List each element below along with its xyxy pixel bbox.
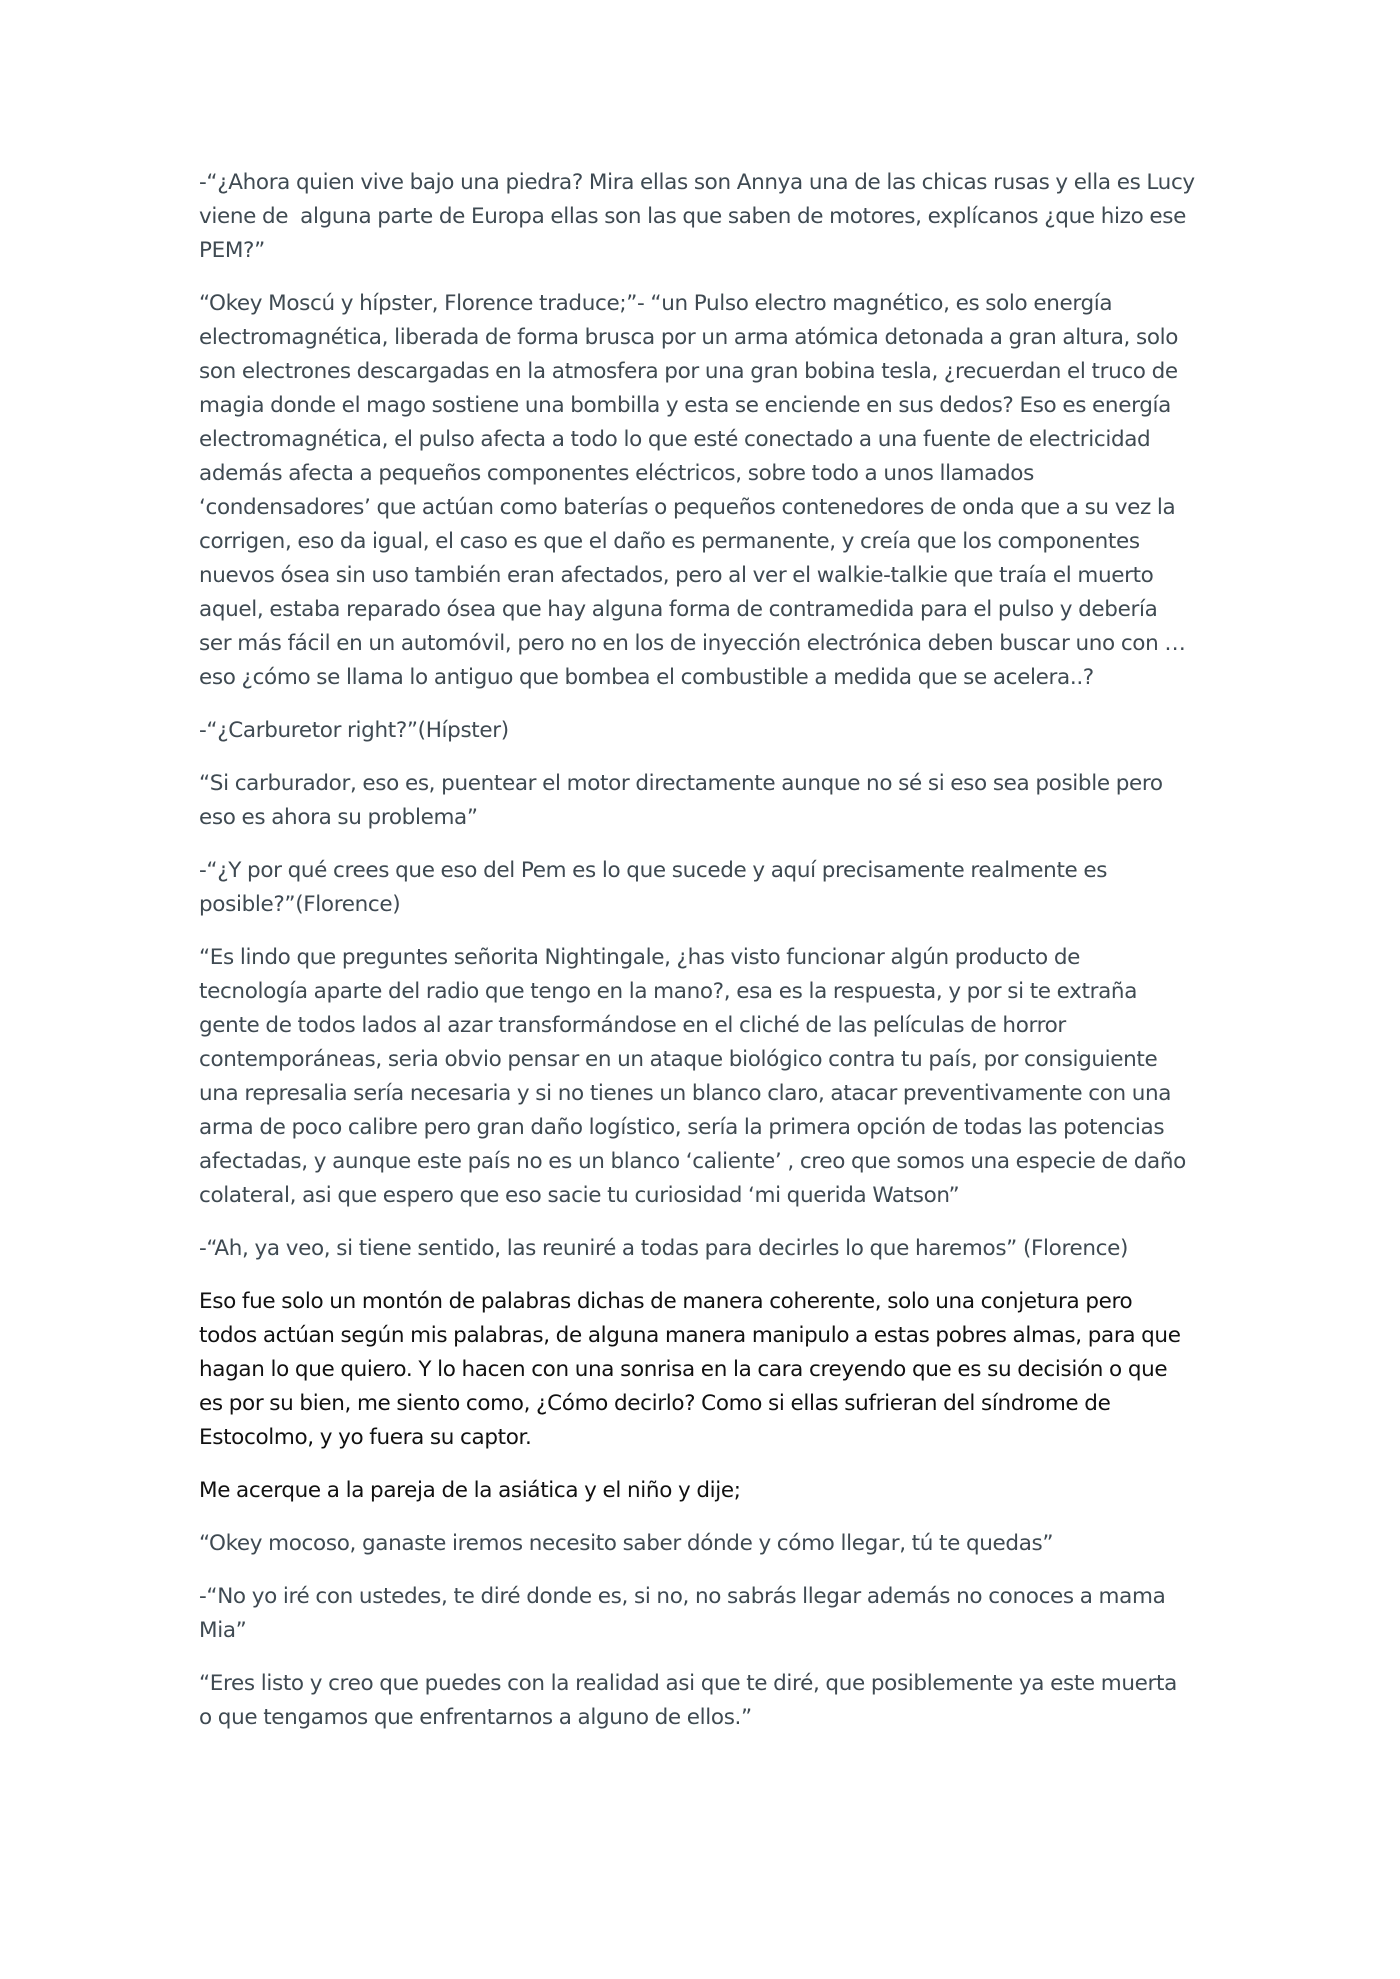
dialogue-paragraph: -“¿Ahora quien vive bajo una piedra? Mira ellas son Annya una de las chicas rusas y ella es Lucy viene de alguna parte de Europa ellas son las que saben de motores, explícanos ¿que hizo ese PEM?”: [199, 170, 1195, 263]
dialogue-paragraph: -“No yo iré con ustedes, te diré donde es, si no, no sabrás llegar además no conoces a mama Mia”: [199, 1584, 1166, 1643]
dialogue-paragraph: “Okey mocoso, ganaste iremos necesito saber dónde y cómo llegar, tú te quedas”: [199, 1531, 1054, 1556]
dialogue-paragraph: “Eres listo y creo que puedes con la realidad asi que te diré, que posiblemente ya este muerta o que tengamos que enfrentarnos a alguno de ellos.”: [199, 1671, 1177, 1730]
dialogue-paragraph: -“Ah, ya veo, si tiene sentido, las reuniré a todas para decirles lo que haremos” (Florence): [199, 1236, 1128, 1261]
dialogue-paragraph: “Es lindo que preguntes señorita Nightingale, ¿has visto funcionar algún producto de tecnología aparte del radio que tengo en la mano?, esa es la respuesta, y por si te extraña gente de todos lados al azar transformándose en el cliché de las películas de horror contemporáneas, seria obvio pensar en un ataque biológico contra tu país, por consiguiente una represalia sería necesaria y si no tienes un blanco claro, atacar preventivamente con una arma de poco calibre pero gran daño logístico, sería la primera opción de todas las potencias afectadas, y aunque este país no es un blanco ‘caliente’ , creo que somos una especie de daño colateral, asi que espero que eso sacie tu curiosidad ‘mi querida Watson”: [199, 945, 1186, 1208]
narration-paragraph: Me acerque a la pareja de la asiática y el niño y dije;: [199, 1478, 741, 1503]
dialogue-paragraph: -“¿Y por qué crees que eso del Pem es lo que sucede y aquí precisamente realmente es posible?”(Florence): [199, 858, 1108, 917]
dialogue-paragraph: “Okey Moscú y hípster, Florence traduce;”- “un Pulso electro magnético, es solo energía electromagnética, liberada de forma brusca por un arma atómica detonada a gran altura, solo son electrones descargadas en la atmosfera por una gran bobina tesla, ¿recuerdan el truco de magia donde el mago sostiene una bombilla y esta se enciende en sus dedos? Eso es energía electromagnética, el pulso afecta a todo lo que esté conectado a una fuente de electricidad además afecta a pequeños componentes eléctricos, sobre todo a unos llamados ‘condensadores’ que actúan como baterías o pequeños contenedores de onda que a su vez la corrigen, eso da igual, el caso es que el daño es permanente, y creía que los componentes nuevos ósea sin uso también eran afectados, pero al ver el walkie-talkie que traía el muerto aquel, estaba reparado ósea que hay alguna forma de contramedida para el pulso y debería ser más fácil en un automóvil, pero no en los de inyección electrónica deben buscar uno con … eso ¿cómo se llama lo antiguo que bombea el combustible a medida que se acelera..?: [199, 291, 1186, 690]
dialogue-paragraph: -“¿Carburetor right?”(Hípster): [199, 718, 509, 743]
dialogue-paragraph: “Si carburador, eso es, puentear el motor directamente aunque no sé si eso sea posible pero eso es ahora su problema”: [199, 771, 1163, 830]
narration-paragraph: Eso fue solo un montón de palabras dichas de manera coherente, solo una conjetura pero todos actúan según mis palabras, de alguna manera manipulo a estas pobres almas, para que hagan lo que quiero. Y lo hacen con una sonrisa en la cara creyendo que es su decisión o que es por su bien, me siento como, ¿Cómo decirlo? Como si ellas sufrieran del síndrome de Estocolmo, y yo fuera su captor.: [199, 1289, 1181, 1450]
text-body: [199, 166, 1209, 1754]
